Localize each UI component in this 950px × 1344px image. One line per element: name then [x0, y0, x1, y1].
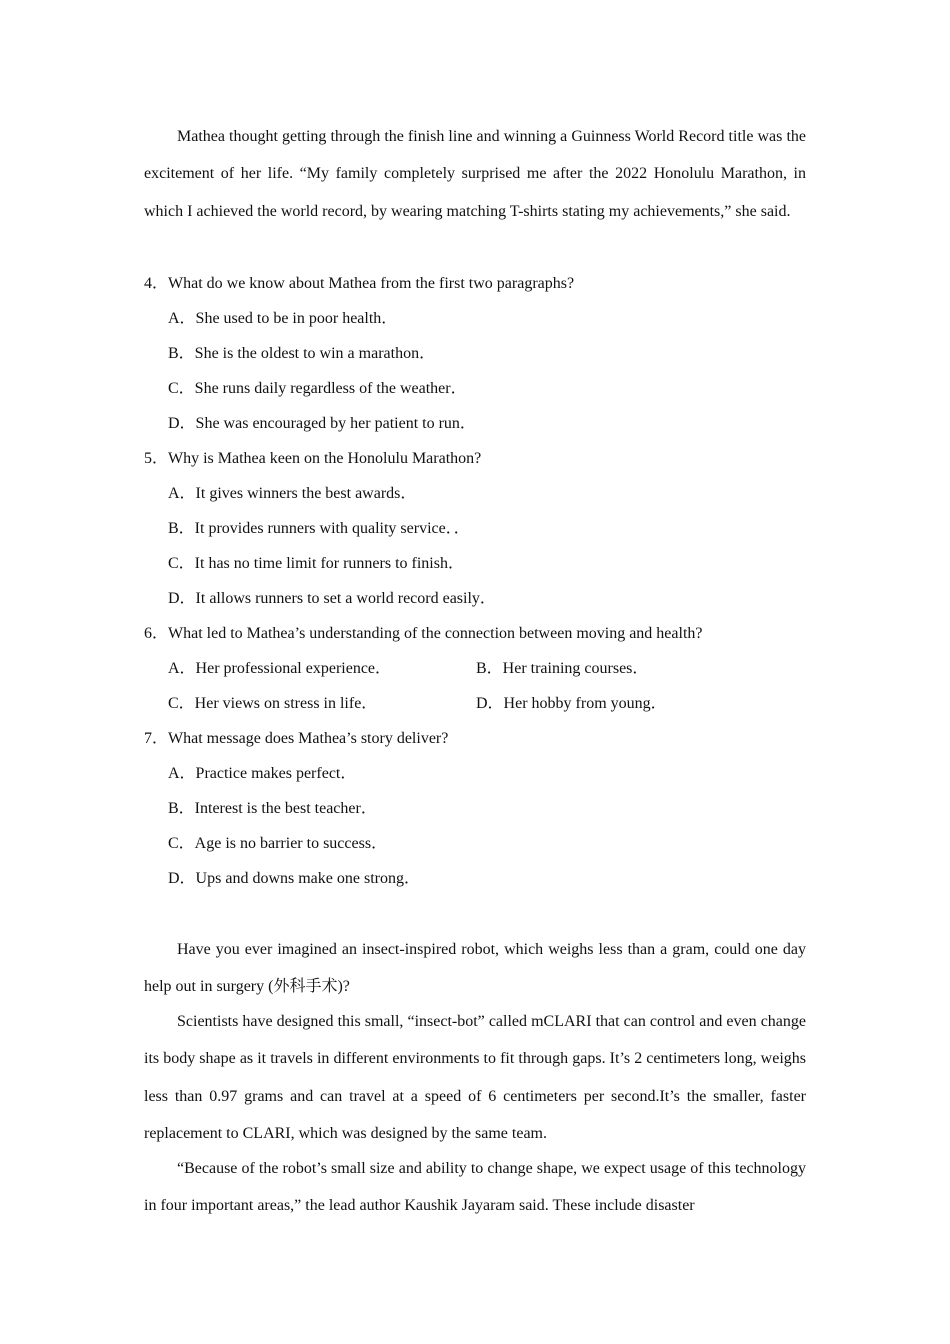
question-stem: 7．What message does Mathea’s story deliver? [144, 730, 449, 747]
passage-paragraph: “Because of the robot’s small size and ability to change shape, we expect usage of this technology in four important areas,” the lead author Kaushik Jayaram said. These include disaster [144, 1160, 806, 1215]
option-c: C．Her views on stress in life． [168, 695, 378, 712]
question-stem: 5．Why is Mathea keen on the Honolulu Marathon? [144, 450, 482, 467]
passage-paragraph: Scientists have designed this small, “insect-bot” called mCLARI that can control and even change its body shape as it travels in different environments to fit through gaps. It’s 2 centimeters long, weighs less than 0.97 grams and can travel at a speed of 6 centimeters per second.It’s the smaller, faster replacement to CLARI, which was designed by the same team. [144, 1013, 806, 1143]
question-stem: 4．What do we know about Mathea from the first two paragraphs? [144, 275, 575, 292]
option-c: C．Age is no barrier to success． [168, 835, 388, 852]
option-d: D．It allows runners to set a world record easily． [168, 590, 496, 607]
question-stem: 6．What led to Mathea’s understanding of the connection between moving and health? [144, 625, 703, 642]
option-c: C．She runs daily regardless of the weather． [168, 380, 467, 397]
option-d: D．Ups and downs make one strong． [168, 870, 420, 887]
passage-paragraph: Have you ever imagined an insect-inspired robot, which weighs less than a gram, could one day help out in surgery (外科手术)? [144, 941, 806, 996]
option-d: D．Her hobby from young． [476, 695, 667, 712]
option-c: C．It has no time limit for runners to finish． [168, 555, 464, 572]
option-a: A．It gives winners the best awards． [168, 485, 417, 502]
option-b: B．It provides runners with quality service．． [168, 520, 470, 537]
option-d: D．She was encouraged by her patient to run． [168, 415, 476, 432]
option-a: A．Practice makes perfect． [168, 765, 357, 782]
option-b: B．Her training courses． [476, 660, 649, 677]
option-b: B．She is the oldest to win a marathon． [168, 345, 436, 362]
option-a: A．She used to be in poor health． [168, 310, 398, 327]
option-a: A．Her professional experience． [168, 660, 392, 677]
option-b: B．Interest is the best teacher． [168, 800, 377, 817]
passage-paragraph: Mathea thought getting through the finish line and winning a Guinness World Record title was the excitement of her life. “My family completely surprised me after the 2022 Honolulu Marathon, in which I achieved the world record, by wearing matching T-shirts stating my achievements,” she said. [144, 128, 806, 220]
